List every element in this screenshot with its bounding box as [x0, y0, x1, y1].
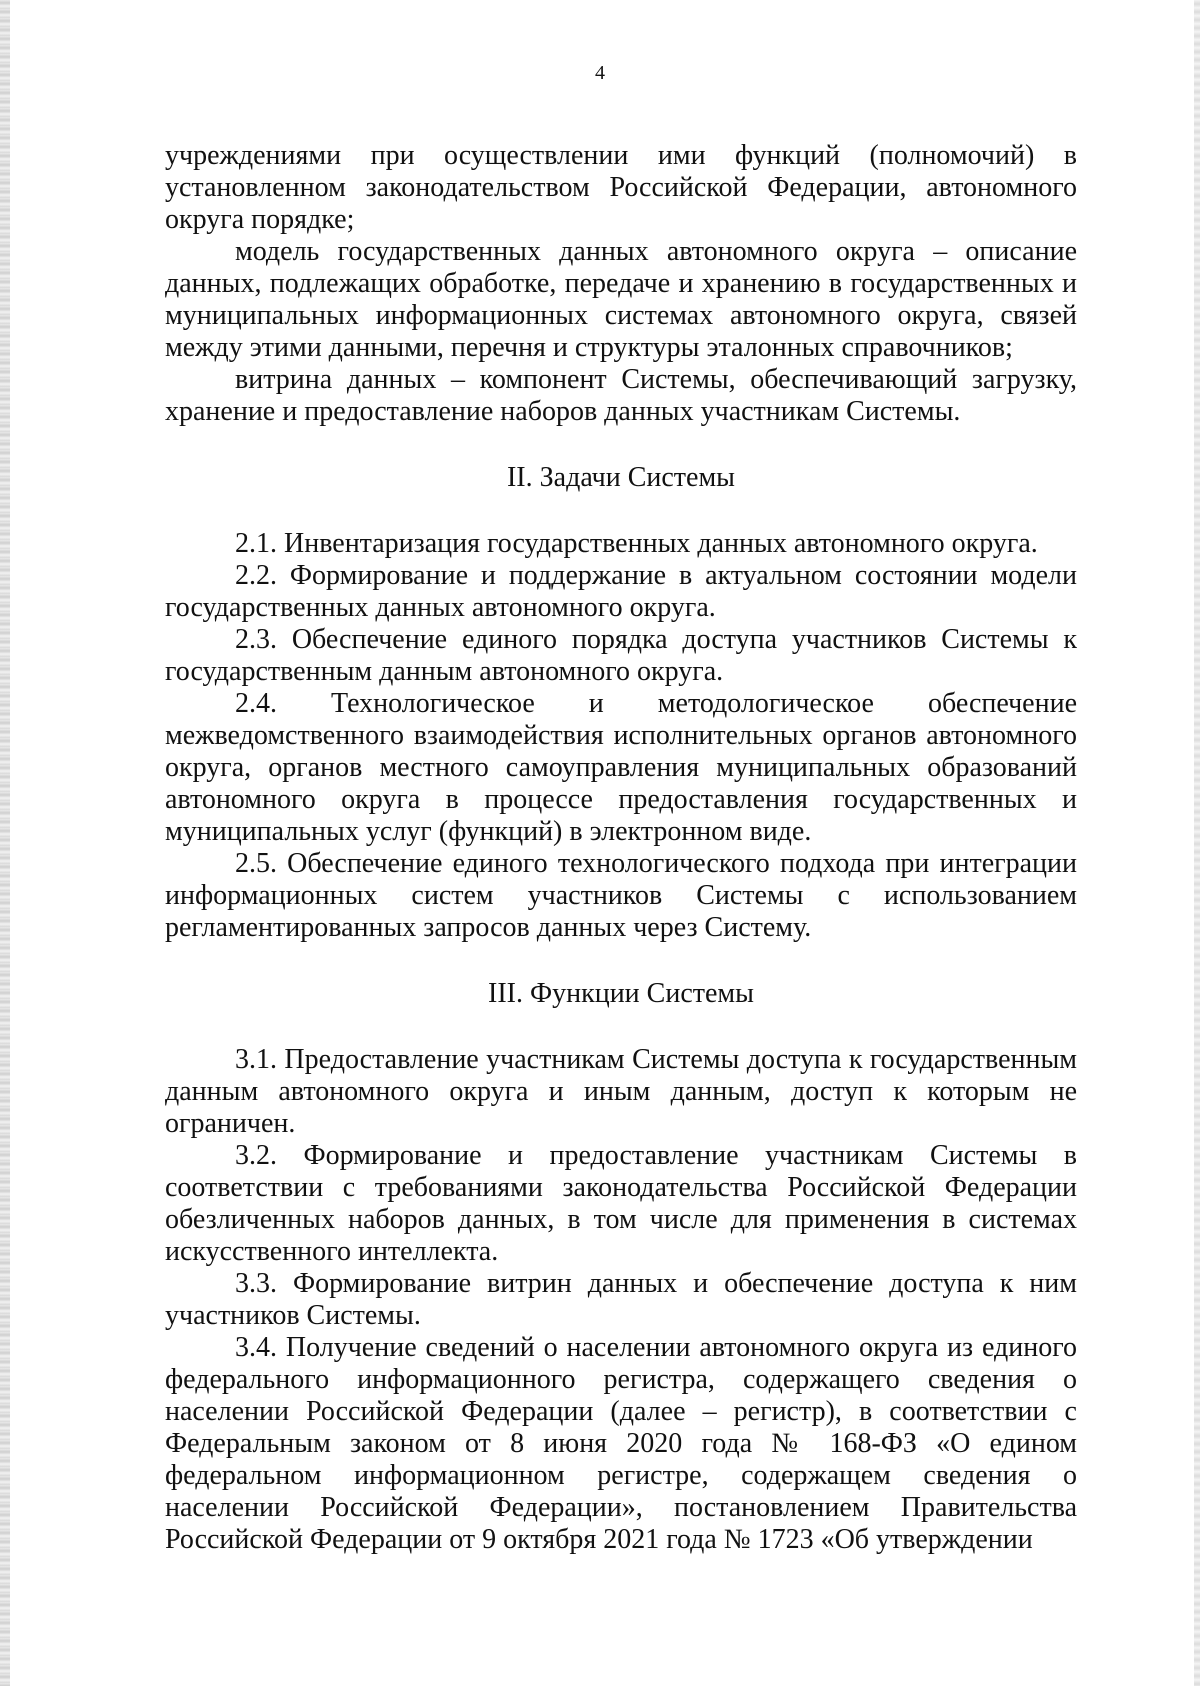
list-item: 2.4. Технологическое и методологическое обеспечение межведомственного взаимодействия исполнительных органов автономного округа, органов местного самоуправления муниципальных образований автономного округа в процессе предоставления государственных и муниципальных услуг (функций) в электронном виде.	[165, 688, 1077, 847]
section-heading-functions: III. Функции Системы	[488, 978, 754, 1009]
document-body	[165, 140, 1077, 1556]
list-item: 2.5. Обеспечение единого технологического подхода при интеграции информационных систем участников Системы с использованием регламентированных запросов данных через Систему.	[165, 848, 1077, 943]
list-item: 2.1. Инвентаризация государственных данных автономного округа.	[235, 528, 1038, 559]
list-item: 3.1. Предоставление участникам Системы доступа к государственным данным автономного округа и иным данным, доступ к которым не ограничен.	[165, 1044, 1077, 1139]
spacer	[165, 494, 1077, 528]
list-item: 2.3. Обеспечение единого порядка доступа участников Системы к государственным данным автономного округа.	[165, 624, 1077, 687]
list-item: 3.4. Получение сведений о населении автономного округа из единого федерального информационного регистра, содержащего сведения о населении Российской Федерации (далее – регистр), в соответствии с Федеральным законом от 8 июня 2020 года № 168-ФЗ «О едином федеральном информационном регистре, содержащем сведения о населении Российской Федерации», постановлением Правительства Российской Федерации от 9 октября 2021 года № 1723 «Об утверждении	[165, 1332, 1077, 1555]
section-heading-tasks: II. Задачи Системы	[506, 462, 735, 493]
scan-edge-left	[0, 0, 10, 1686]
list-item: 3.3. Формирование витрин данных и обеспечение доступа к ним участников Системы.	[165, 1268, 1077, 1331]
spacer	[165, 944, 1077, 978]
spacer	[165, 428, 1077, 462]
paragraph-continuation: учреждениями при осуществлении ими функций (полномочий) в установленном законодательством Российской Федерации, автономного округа порядке;	[165, 140, 1077, 235]
scan-edge-right	[1194, 0, 1200, 1686]
spacer	[165, 1010, 1077, 1044]
paragraph-definition-model: модель государственных данных автономного округа – описание данных, подлежащих обработке, передаче и хранению в государственных и муниципальных информационных системах автономного округа, связей между этими данными, перечня и структуры эталонных справочников;	[165, 236, 1077, 363]
list-item: 3.2. Формирование и предоставление участникам Системы в соответствии с требованиями законодательства Российской Федерации обезличенных наборов данных, в том числе для применения в системах искусственного интеллекта.	[165, 1140, 1077, 1267]
page-number: 4	[595, 62, 605, 84]
list-item: 2.2. Формирование и поддержание в актуальном состоянии модели государственных данных автономного округа.	[165, 560, 1077, 623]
paragraph-definition-showcase: витрина данных – компонент Системы, обеспечивающий загрузку, хранение и предоставление наборов данных участникам Системы.	[165, 364, 1077, 427]
